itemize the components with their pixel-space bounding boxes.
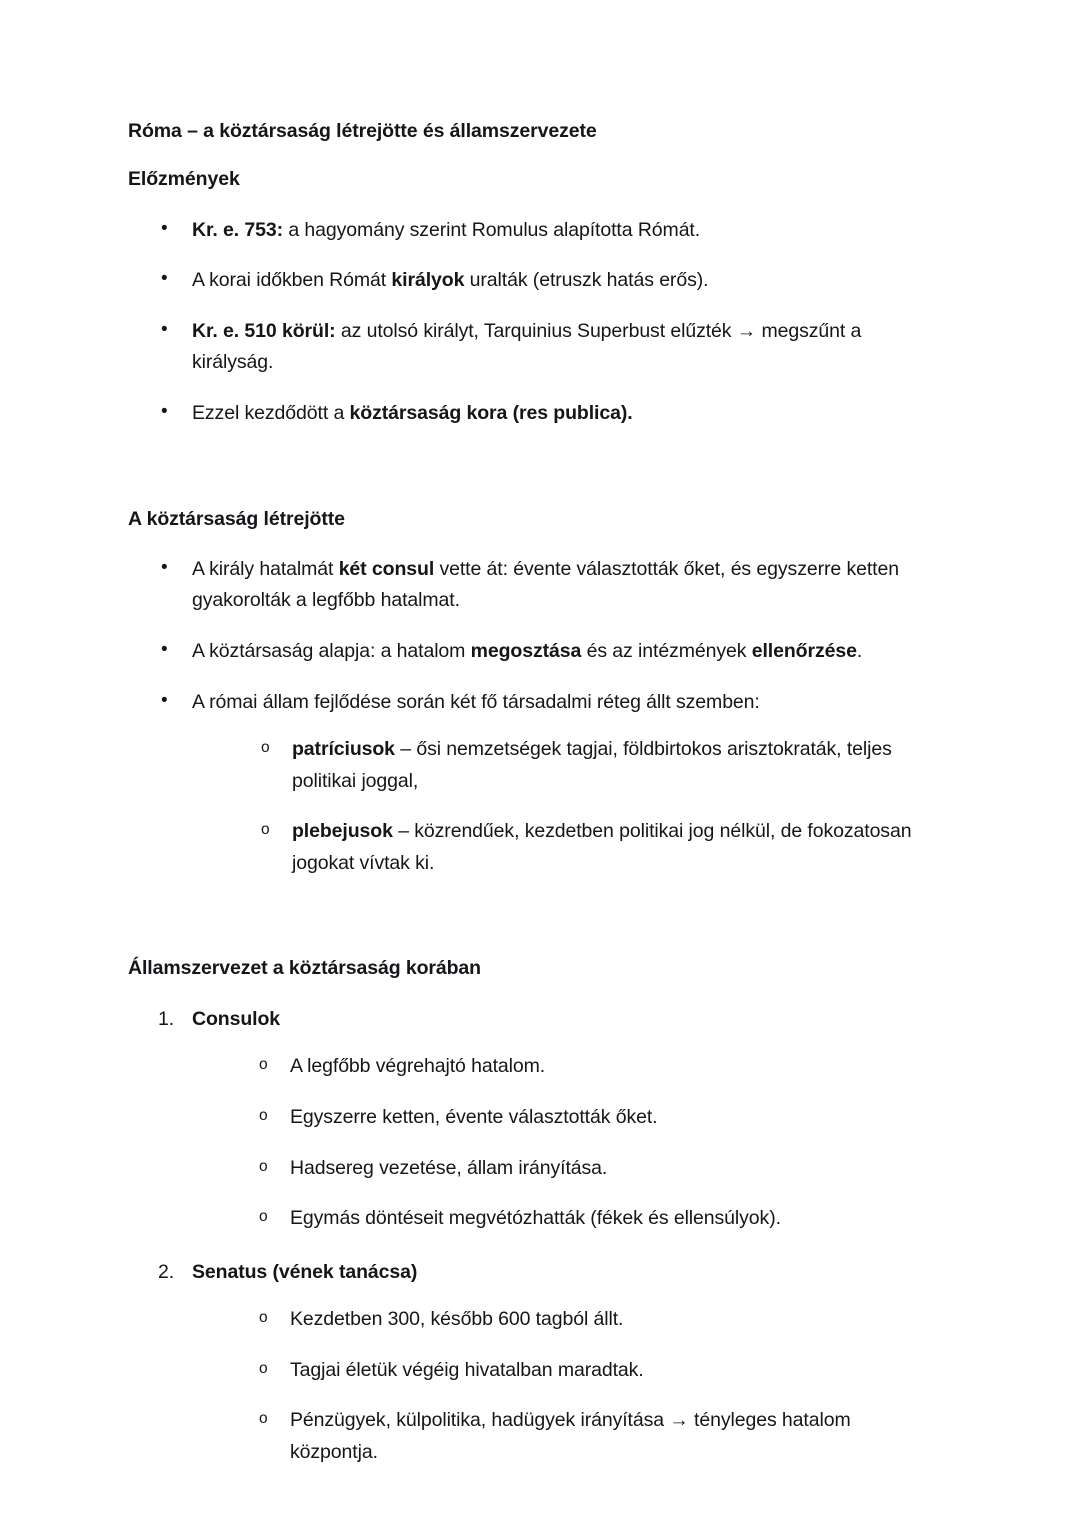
bullet-text-pre: A korai időkben Rómát (192, 269, 392, 292)
section-heading-letrejotte: A köztársaság létrejötte (128, 507, 345, 530)
sub-bullet-list-tarsadalmi-reteg (228, 734, 932, 879)
bullet-bold-lead: Kr. e. 753: (192, 218, 284, 241)
sub-bullet-list-consulok (226, 1051, 932, 1234)
numbered-list-item-senatus (128, 1257, 932, 1469)
bullet-text: az utolsó királyt, Tarquinius Superbust elűzték → megszűnt a királyság. (192, 319, 862, 374)
bullet-bold-mid: köztársaság kora (res publica). (349, 401, 633, 424)
bullet-bold-mid: királyok (391, 269, 465, 292)
bullet-text-mid: és az intézmények (581, 639, 752, 662)
bullet-list-letrejotte (128, 554, 932, 880)
list-item (128, 687, 932, 880)
sub-list-item: o Pénzügyek, külpolitika, hadügyek irányítása → tényleges hatalom központja. (226, 1405, 932, 1468)
sub-list-item: o A legfőbb végrehajtó hatalom. (226, 1051, 932, 1083)
list-item (128, 398, 932, 430)
sub-bullet-bold-lead: plebejusok (292, 820, 393, 843)
numbered-list-allamszervezet (128, 1004, 932, 1469)
sub-list-item: o Egymás döntéseit megvétózhatták (fékek és ellensúlyok). (226, 1203, 932, 1235)
sub-list-item: o Kezdetben 300, később 600 tagból állt. (226, 1304, 932, 1336)
sub-bullet-bold-lead: patríciusok (292, 738, 395, 761)
bullet-text-post: . (856, 639, 863, 662)
section-heading-elozmenyek: Előzmények (128, 168, 240, 191)
sub-list-item: o Egyszerre ketten, évente választották őket. (226, 1102, 932, 1134)
list-item (128, 265, 932, 297)
bullet-text-post: vette át: évente választották őket, és egyszerre ketten gyakorolták a legfőbb hatalmat. (192, 557, 899, 612)
bullet-bold-mid: megosztása (470, 639, 582, 662)
sub-bullet-list-senatus (226, 1304, 932, 1468)
sub-list-item (228, 816, 932, 879)
bullet-text-pre: A római állam fejlődése során két fő társadalmi réteg állt szemben: (192, 690, 760, 713)
section-heading-allamszervezet: Államszervezet a köztársaság korában (128, 957, 481, 980)
list-item (128, 554, 932, 617)
section-spacer (128, 430, 932, 460)
sub-bullet-text: – ősi nemzetségek tagjai, földbirtokos arisztokraták, teljes politikai joggal, (292, 738, 892, 792)
numbered-item-label: Senatus (vének tanácsa) (192, 1260, 418, 1283)
bullet-text-pre: Ezzel kezdődött a (192, 401, 350, 424)
page-title: Róma – a köztársaság létrejötte és államszervezete (128, 120, 597, 142)
sub-list-item: o Tagjai életük végéig hivatalban maradtak. (226, 1355, 932, 1387)
bullet-bold-mid-2: ellenőrzése (751, 639, 857, 662)
bullet-text-pre: A köztársaság alapja: a hatalom (192, 639, 471, 662)
sub-list-item: o Hadsereg vezetése, állam irányítása. (226, 1153, 932, 1185)
section-spacer (128, 879, 932, 909)
bullet-list-elozmenyek (128, 215, 932, 430)
bullet-text-post: uralták (etruszk hatás erős). (464, 269, 709, 292)
numbered-list-item-consulok (128, 1004, 932, 1235)
bullet-text: a hagyomány szerint Romulus alapította Rómát. (283, 218, 701, 241)
bullet-bold-mid: két consul (338, 557, 435, 580)
sub-list-item (228, 734, 932, 797)
sub-bullet-text: – közrendűek, kezdetben politikai jog nélkül, de fokozatosan jogokat vívtak ki. (292, 820, 912, 874)
bullet-bold-lead: Kr. e. 510 körül: (192, 319, 336, 342)
list-item (128, 215, 932, 247)
bullet-text-pre: A király hatalmát (192, 557, 339, 580)
numbered-item-label: Consulok (192, 1007, 281, 1030)
list-item (128, 316, 932, 379)
list-item (128, 636, 932, 668)
